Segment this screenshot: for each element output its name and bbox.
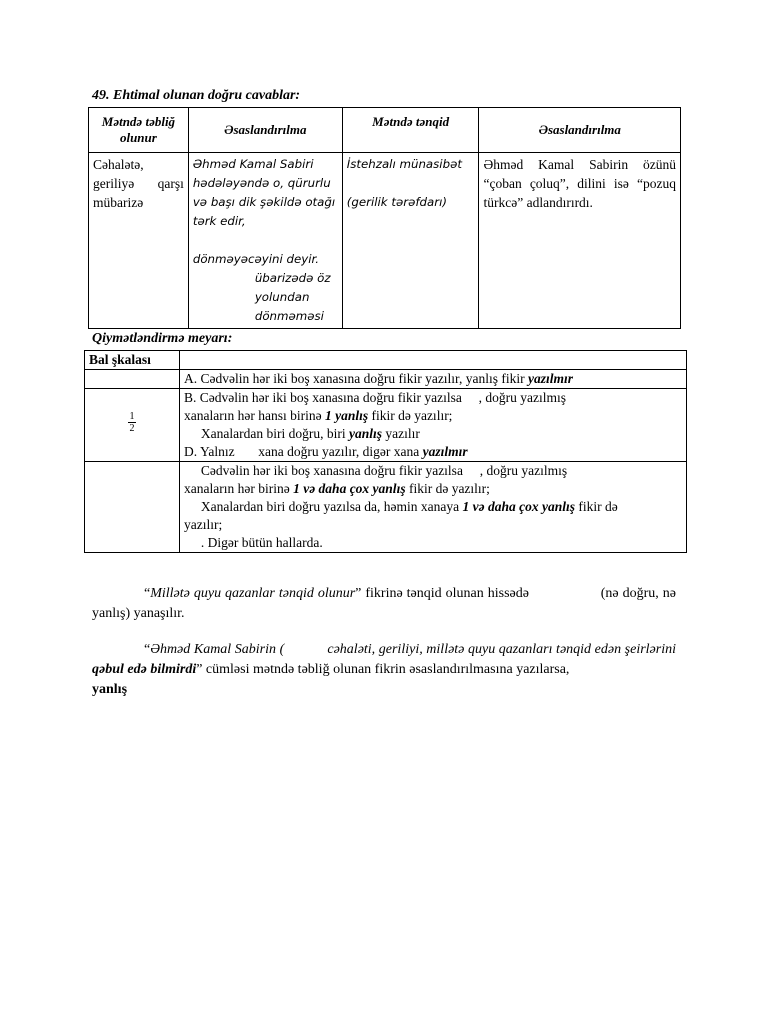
criterion-b: B. Cədvəlin hər iki boş xanasına doğru fikir yazılsa , doğru yazılmış xanaların hər hansı birinə 1 yanlış fikir də yazılır; Xanalardan biri doğru, biri yanlış yazılır D. Yalnız xana doğru yazılır, digər xana yazılmır	[180, 389, 687, 462]
score-cell-a	[85, 370, 180, 389]
cell-justification-1: Əhməd Kamal Sabiri hədələyəndə o, qürurlu və başı dik şəkildə otağı tərk edir, dönməyəcəyini deyir. übarizədə öz yolundan dönməməsi	[188, 153, 342, 329]
score-scale-header: Bal şkalası	[85, 351, 180, 370]
cell-criticized: İstehzalı münasibət (gerilik tərəfdarı)	[342, 153, 479, 329]
header-justification-1: Əsaslandırılma	[188, 108, 342, 153]
header-criticized: Mətndə tənqid	[342, 108, 479, 153]
criterion-c: Cədvəlin hər iki boş xanasına doğru fikir yazılsa , doğru yazılmış xanaların hər birinə 1 və daha çox yanlış fikir də yazılır; Xanalardan biri doğru yazılsa da, həmin xanaya 1 və daha çox yanlış fikir də yazılır; . Digər bütün hallarda.	[180, 462, 687, 553]
score-fraction: 1 2	[129, 411, 135, 434]
criterion-a: A. Cədvəlin hər iki boş xanasına doğru fikir yazılır, yanlış fikir yazılmır	[180, 370, 687, 389]
note-paragraph-1: “Millətə quyu qazanlar tənqid olunur” fikrinə tənqid olunan hissədə (nə doğru, nə yanlış) yanaşılır.	[92, 586, 680, 621]
criteria-title: Qiymətləndirmə meyarı:	[92, 331, 233, 346]
note-paragraph-2: “Əhməd Kamal Sabirin ( cəhaləti, geriliyi, millətə quyu qazanları tənqid edən şeirlərini qəbul edə bilmirdi” cümləsi mətndə təbliğ olunan fikrin əsaslandırılmasına yazılarsa, yanlış	[92, 642, 680, 697]
criteria-table	[84, 350, 687, 553]
cell-promoted: Cəhalətə, geriliyə qarşı mübarizə	[89, 153, 189, 329]
cell-justification-2: Əhməd Kamal Sabirin özünü “çoban çoluq”, dilini isə “pozuq türkcə” adlandırırdı.	[479, 153, 681, 329]
answers-table	[88, 107, 681, 329]
question-title: 49. Ehtimal olunan doğru cavablar:	[92, 88, 301, 103]
header-promoted: Mətndə təbliğ olunur	[89, 108, 189, 153]
score-cell-b	[85, 389, 180, 462]
score-cell-c	[85, 462, 180, 553]
header-justification-2: Əsaslandırılma	[479, 108, 681, 153]
criteria-header-blank	[180, 351, 687, 370]
